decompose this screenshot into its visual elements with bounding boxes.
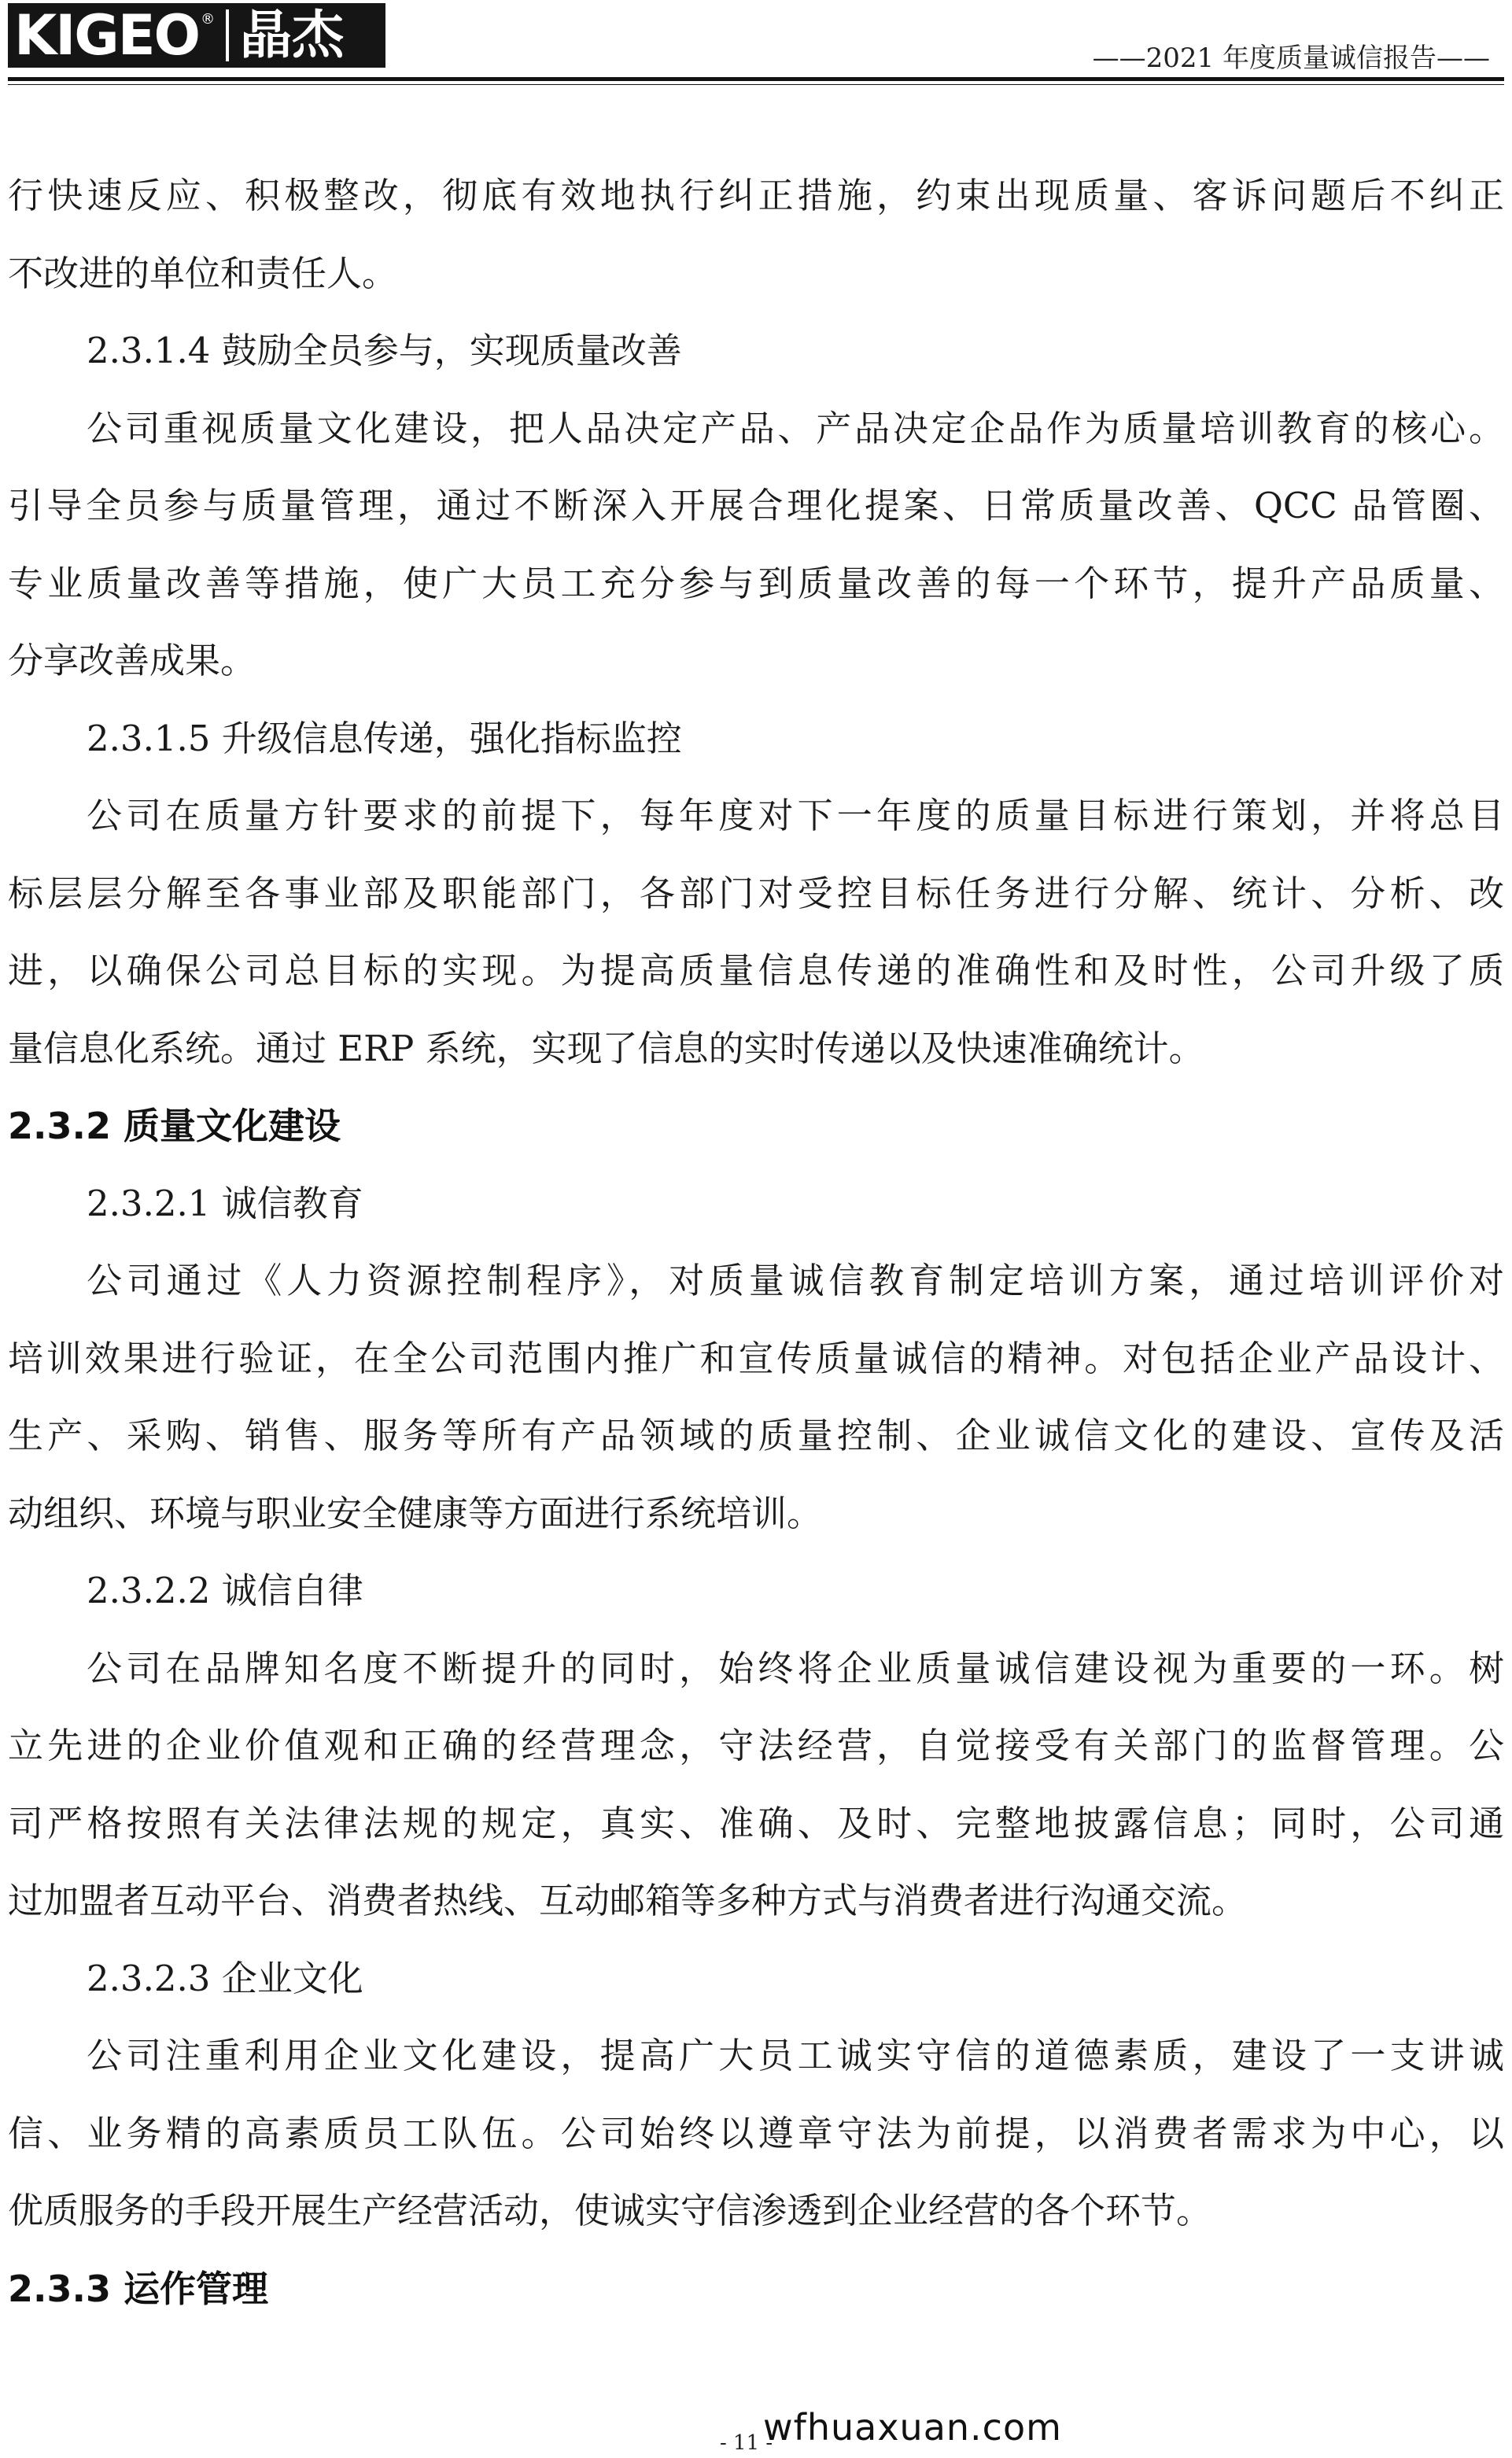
page-footer [0, 2400, 1512, 2458]
paragraph-line: 立先进的企业价值观和正确的经营理念，守法经营，自觉接受有关部门的监督管理。公 [8, 1725, 1504, 1766]
paragraph-line: 生产、采购、销售、服务等所有产品领域的质量控制、企业诚信文化的建设、宣传及活 [8, 1415, 1504, 1456]
subsection-heading: 2.3.1.5 升级信息传递，强化指标监控 [87, 717, 682, 759]
paragraph-line: 专业质量改善等措施，使广大员工充分参与到质量改善的每一个环节，提升产品质量、 [8, 562, 1504, 604]
page-header [0, 0, 1512, 87]
logo-latin-text: KIGEO [14, 3, 200, 68]
paragraph-line: 公司重视质量文化建设，把人品决定产品、产品决定企品作为质量培训教育的核心。 [87, 407, 1504, 449]
watermark-text: wfhuaxuan.com [763, 2406, 1062, 2449]
paragraph-line: 公司在品牌知名度不断提升的同时，始终将企业质量诚信建设视为重要的一环。树 [87, 1647, 1504, 1689]
paragraph-line: 量信息化系统。通过 ERP 系统，实现了信息的实时传递以及快速准确统计。 [8, 1027, 1204, 1069]
paragraph-line: 公司在质量方针要求的前提下，每年度对下一年度的质量目标进行策划，并将总目 [87, 795, 1504, 836]
paragraph-line: 培训效果进行验证，在全公司范围内推广和宣传质量诚信的精神。对包括企业产品设计、 [8, 1337, 1504, 1379]
paragraph-line: 标层层分解至各事业部及职能部门，各部门对受控目标任务进行分解、统计、分析、改 [8, 872, 1504, 914]
logo-chinese-text: 晶杰 [240, 5, 345, 65]
paragraph-line: 分享改善成果。 [8, 640, 256, 681]
logo-registered-mark: ® [201, 11, 216, 28]
header-rule-thin [8, 84, 1504, 85]
paragraph-line: 过加盟者互动平台、消费者热线、互动邮箱等多种方式与消费者进行沟通交流。 [8, 1880, 1248, 1921]
paragraph-line: 进，以确保公司总目标的实现。为提高质量信息传递的准确性和及时性，公司升级了质 [8, 950, 1504, 991]
logo-divider [226, 9, 229, 61]
body-content [8, 157, 1504, 2327]
subsection-heading: 2.3.2.1 诚信教育 [87, 1182, 363, 1224]
paragraph-line: 公司注重利用企业文化建设，提高广大员工诚实守信的道德素质，建设了一支讲诚 [87, 2035, 1504, 2076]
paragraph-line: 优质服务的手段开展生产经营活动，使诚实守信渗透到企业经营的各个环节。 [8, 2190, 1212, 2231]
section-heading: 2.3.3 运作管理 [8, 2267, 268, 2310]
paragraph-line: 行快速反应、积极整改，彻底有效地执行纠正措施，约束出现质量、客诉问题后不纠正 [8, 175, 1504, 216]
report-title: ——2021 年度质量诚信报告—— [1092, 42, 1490, 74]
page-number: - 11 - [720, 2431, 773, 2455]
paragraph-line: 信、业务精的高素质员工队伍。公司始终以遵章守法为前提，以消费者需求为中心，以 [8, 2112, 1504, 2154]
paragraph-line: 动组织、环境与职业安全健康等方面进行系统培训。 [8, 1492, 823, 1534]
paragraph-line: 公司通过《人力资源控制程序》，对质量诚信教育制定培训方案，通过培训评价对 [87, 1260, 1504, 1301]
section-heading: 2.3.2 质量文化建设 [8, 1105, 341, 1147]
paragraph-line: 不改进的单位和责任人。 [8, 252, 398, 294]
paragraph-line: 司严格按照有关法律法规的规定，真实、准确、及时、完整地披露信息；同时，公司通 [8, 1802, 1504, 1844]
company-logo [8, 3, 385, 68]
subsection-heading: 2.3.2.2 诚信自律 [87, 1570, 363, 1611]
paragraph-line: 引导全员参与质量管理，通过不断深入开展合理化提案、日常质量改善、QCC 品管圈、 [8, 485, 1504, 526]
header-rule-thick [8, 77, 1504, 81]
subsection-heading: 2.3.1.4 鼓励全员参与，实现质量改善 [87, 330, 682, 371]
subsection-heading: 2.3.2.3 企业文化 [87, 1957, 363, 1999]
